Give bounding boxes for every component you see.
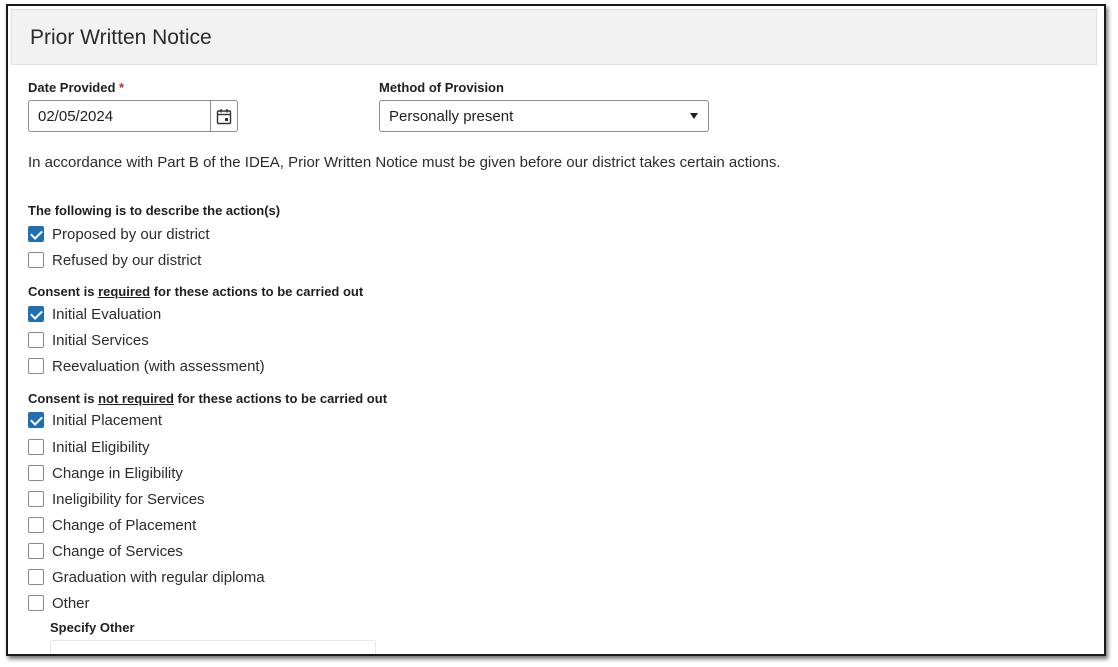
checkbox-checked[interactable] — [28, 306, 44, 322]
consent-required-heading: Consent is required for these actions to be carried out — [28, 284, 364, 299]
page-title: Prior Written Notice — [30, 26, 212, 49]
date-picker-button[interactable] — [210, 101, 237, 131]
checkbox-change-of-placement[interactable]: Change of Placement — [28, 515, 196, 535]
checkbox[interactable] — [28, 439, 44, 455]
checkbox[interactable] — [28, 491, 44, 507]
checkbox-checked[interactable] — [28, 226, 44, 242]
checkbox-checked[interactable] — [28, 412, 44, 428]
date-provided-field — [28, 100, 238, 132]
checkbox-graduation-regular-diploma[interactable]: Graduation with regular diploma — [28, 567, 265, 587]
checkbox[interactable] — [28, 465, 44, 481]
prior-written-notice-panel — [6, 4, 1106, 656]
method-of-provision-value: Personally present — [389, 108, 514, 125]
checkbox[interactable] — [28, 543, 44, 559]
checkbox-proposed-by-district[interactable]: Proposed by our district — [28, 224, 210, 244]
method-of-provision-select[interactable] — [379, 100, 709, 132]
checkbox[interactable] — [28, 569, 44, 585]
specify-other-input[interactable] — [50, 640, 376, 656]
checkbox[interactable] — [28, 517, 44, 533]
checkbox[interactable] — [28, 595, 44, 611]
calendar-icon — [216, 108, 232, 125]
chevron-down-icon — [690, 113, 698, 119]
checkbox[interactable] — [28, 332, 44, 348]
checkbox-change-in-eligibility[interactable]: Change in Eligibility — [28, 463, 183, 483]
checkbox-initial-eligibility[interactable]: Initial Eligibility — [28, 437, 150, 457]
date-provided-label: Date Provided * — [28, 80, 125, 95]
actions-heading: The following is to describe the action(s) — [28, 203, 281, 218]
required-mark: * — [119, 80, 125, 95]
checkbox-refused-by-district[interactable]: Refused by our district — [28, 250, 201, 270]
checkbox[interactable] — [28, 252, 44, 268]
specify-other-label: Specify Other — [50, 620, 135, 635]
checkbox-ineligibility-for-services[interactable]: Ineligibility for Services — [28, 489, 205, 509]
panel-header — [11, 9, 1097, 65]
checkbox-initial-services[interactable]: Initial Services — [28, 330, 149, 350]
checkbox-initial-evaluation[interactable]: Initial Evaluation — [28, 304, 161, 324]
info-text: In accordance with Part B of the IDEA, Prior Written Notice must be given before our district takes certain actions. — [28, 154, 781, 171]
checkbox-initial-placement[interactable]: Initial Placement — [28, 410, 162, 430]
checkbox-change-of-services[interactable]: Change of Services — [28, 541, 183, 561]
checkbox-reevaluation[interactable]: Reevaluation (with assessment) — [28, 356, 265, 376]
consent-not-required-heading: Consent is not required for these actions to be carried out — [28, 391, 388, 406]
checkbox[interactable] — [28, 358, 44, 374]
date-provided-input[interactable] — [29, 101, 211, 131]
method-of-provision-label: Method of Provision — [379, 80, 504, 95]
checkbox-other[interactable]: Other — [28, 593, 90, 613]
